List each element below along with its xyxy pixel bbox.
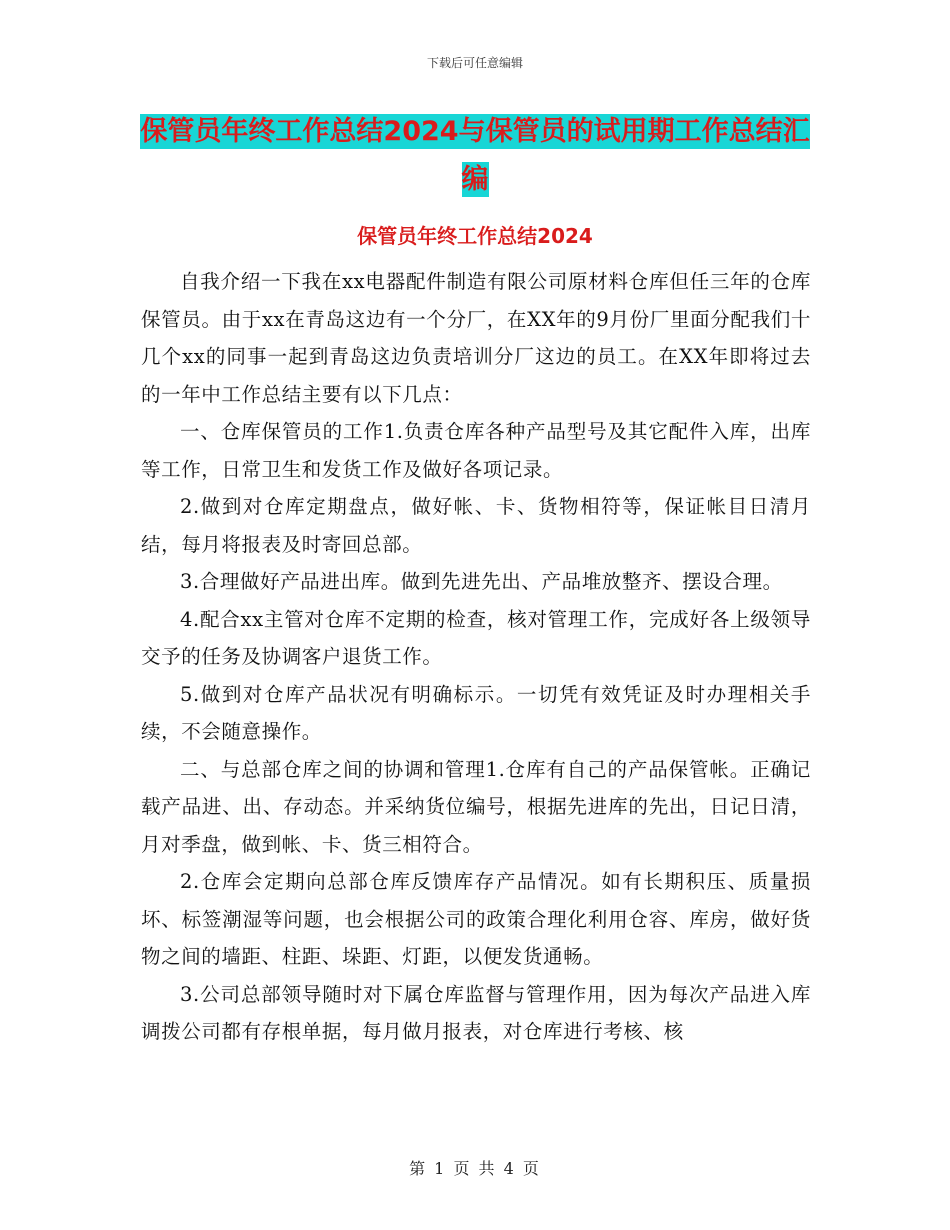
- paragraph: 3.公司总部领导随时对下属仓库监督与管理作用，因为每次产品进入库调拨公司都有存根单据，每月做月报表，对仓库进行考核、核: [141, 982, 811, 1043]
- paragraph: 5.做到对仓库产品状况有明确标示。一切凭有效凭证及时办理相关手续，不会随意操作。: [141, 682, 811, 743]
- paragraph: 2.做到对仓库定期盘点，做好帐、卡、货物相符等，保证帐目日清月结，每月将报表及时寄回总部。: [141, 495, 811, 556]
- paragraph: 4.配合xx主管对仓库不定期的检查，核对管理工作，完成好各上级领导交予的任务及协调客户退货工作。: [141, 607, 811, 668]
- page-footer: 第 1 页 共 4 页: [409, 1159, 541, 1178]
- paragraph: 二、与总部仓库之间的协调和管理1.仓库有自己的产品保管帐。正确记载产品进、出、存动态。并采纳货位编号，根据先进库的先出，日记日清，月对季盘，做到帐、卡、货三相符合。: [141, 757, 811, 856]
- header-note: 下载后可任意编辑: [426, 56, 523, 70]
- paragraph: 2.仓库会定期向总部仓库反馈库存产品情况。如有长期积压、质量损坏、标签潮湿等问题，也会根据公司的政策合理化利用仓容、库房，做好货物之间的墙距、柱距、垛距、灯距，以便发货通畅。: [141, 870, 811, 968]
- paragraph: 自我介绍一下我在xx电器配件制造有限公司原材料仓库但任三年的仓库保管员。由于xx在青岛这边有一个分厂，在XX年的9月份厂里面分配我们十几个xx的同事一起到青岛这边负责培训分厂这边的员工。在XX年即将过去的一年中工作总结主要有以下几点：: [141, 270, 811, 406]
- document-title-text: 保管员年终工作总结2024与保管员的试用期工作总结汇编: [140, 116, 810, 195]
- section-title: 保管员年终工作总结2024: [357, 224, 593, 248]
- body-text: [141, 263, 811, 1051]
- document-title: [140, 108, 810, 204]
- paragraph: 一、仓库保管员的工作1.负责仓库各种产品型号及其它配件入库，出库等工作，日常卫生和发货工作及做好各项记录。: [141, 420, 811, 481]
- paragraph: 3.合理做好产品进出库。做到先进先出、产品堆放整齐、摆设合理。: [180, 570, 783, 593]
